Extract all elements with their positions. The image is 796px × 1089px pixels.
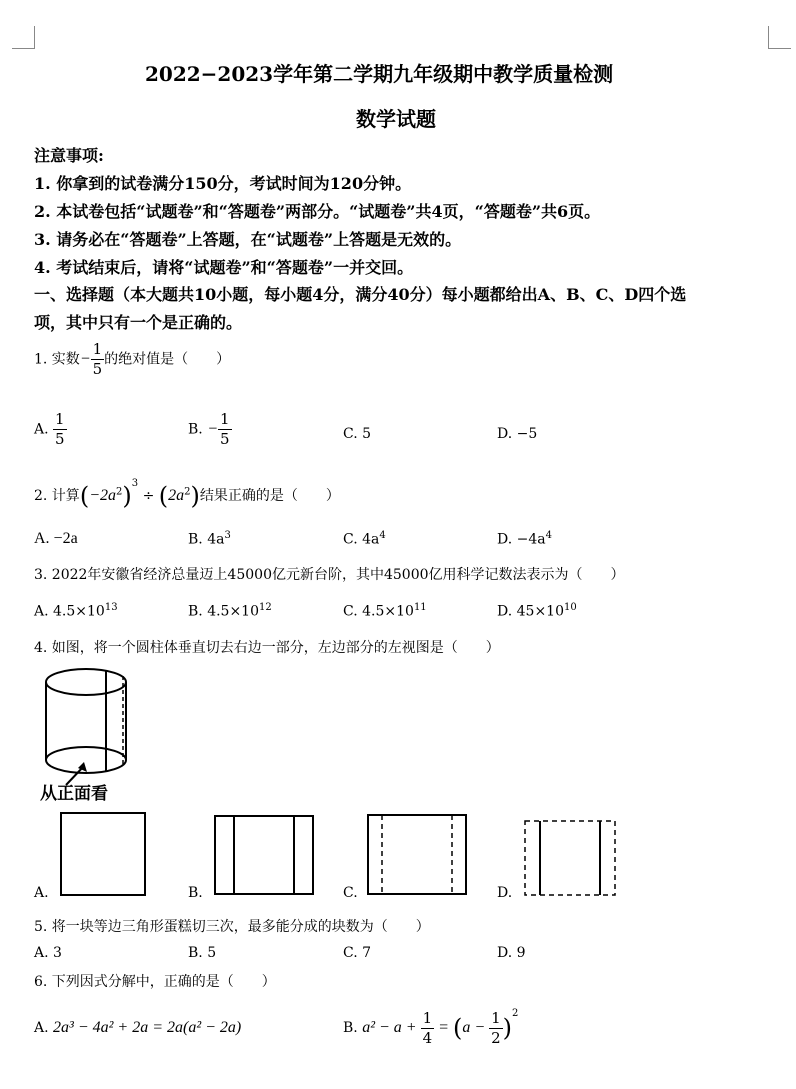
q2-option-d[interactable]: D. $-4a^4$ [497, 530, 552, 548]
note-item-3: 3. 请务必在“答题卷”上答题，在“试题卷”上答题是无效的。 [34, 230, 462, 249]
q5-option-c[interactable]: C. 7 [343, 945, 372, 961]
question-2: 2. 计算$(-2a^2)^3 \div (2a^2)$结果正确的是（ ） [34, 478, 340, 510]
question-4: 4. 如图，将一个圆柱体垂直切去右边一部分，左边部分的左视图是（ ） [34, 640, 500, 656]
q5-option-d[interactable]: D. 9 [497, 945, 526, 961]
page-subtitle: 数学试题 [356, 107, 436, 131]
section-heading-line2: 项，其中只有一个是正确的。 [34, 313, 243, 332]
figure-caption: 从正面看 [40, 784, 108, 804]
question-6: 6. 下列因式分解中，正确的是（ ） [34, 974, 276, 990]
q1-option-b[interactable]: B. − $\frac{1}{5}$ [188, 410, 230, 448]
notes-heading: 注意事项: [34, 146, 104, 165]
q3-option-d[interactable]: D. $45\times 10^{10}$ [497, 602, 577, 620]
note-item-1: 1. 你拿到的试卷满分150分，考试时间为120分钟。 [34, 174, 412, 193]
crop-mark-top-left [12, 26, 35, 49]
question-1: 1. 实数− $\frac{1}{5}$ 的绝对值是（ ） [34, 340, 231, 378]
q3-option-a[interactable]: A. $4.5\times 10^{13}$ [34, 602, 118, 620]
q4-option-a-label[interactable]: A. [34, 885, 49, 901]
question-3: 3. 2022年安徽省经济总量迈上45000亿元新台阶，其中45000亿用科学记数法表示为（ ） [34, 567, 625, 583]
q2-option-c[interactable]: C. $4a^4$ [343, 530, 386, 548]
page-title: 2022−2023学年第二学期九年级期中教学质量检测 [145, 62, 614, 86]
section-heading-line1: 一、选择题（本大题共10小题，每小题4分，满分40分）每小题都给出A、B、C、D四个选 [34, 285, 687, 304]
q2-option-b[interactable]: B. $4a^3$ [188, 530, 231, 548]
q1-option-c[interactable]: C. 5 [343, 426, 372, 442]
q1-option-d[interactable]: D. −5 [497, 426, 538, 442]
q4-option-a-figure[interactable] [60, 812, 146, 896]
q5-option-a[interactable]: A. 3 [34, 945, 62, 961]
question-5: 5. 将一块等边三角形蛋糕切三次，最多能分成的块数为（ ） [34, 919, 430, 935]
q2-option-a[interactable]: A. −2a [34, 530, 78, 547]
note-item-2: 2. 本试卷包括“试题卷”和“答题卷”两部分。“试题卷”共4页，“答题卷”共6页。 [34, 202, 601, 221]
q4-option-d-label[interactable]: D. [497, 885, 513, 901]
q4-option-c-label[interactable]: C. [343, 885, 358, 901]
q4-option-d-figure[interactable] [524, 820, 616, 896]
q1-option-a[interactable]: A. $\frac{1}{5}$ [34, 410, 65, 448]
q3-option-c[interactable]: C. $4.5\times 10^{11}$ [343, 602, 427, 620]
note-item-4: 4. 考试结束后，请将“试题卷”和“答题卷”一并交回。 [34, 258, 414, 277]
crop-mark-top-right [768, 26, 791, 49]
q4-option-b-figure[interactable] [214, 815, 314, 895]
q6-option-a[interactable]: A. 2a³ − 4a² + 2a = 2a(a² − 2a) [34, 1019, 242, 1036]
q4-option-c-figure[interactable] [367, 814, 467, 895]
q3-option-b[interactable]: B. $4.5\times 10^{12}$ [188, 602, 272, 620]
q6-option-b[interactable]: B. a² − a + $\frac{1}{4}$ = (a − $\frac{1}{2}$ )$^2$ [343, 1008, 519, 1047]
q4-option-b-label[interactable]: B. [188, 885, 203, 901]
q5-option-b[interactable]: B. 5 [188, 945, 217, 961]
